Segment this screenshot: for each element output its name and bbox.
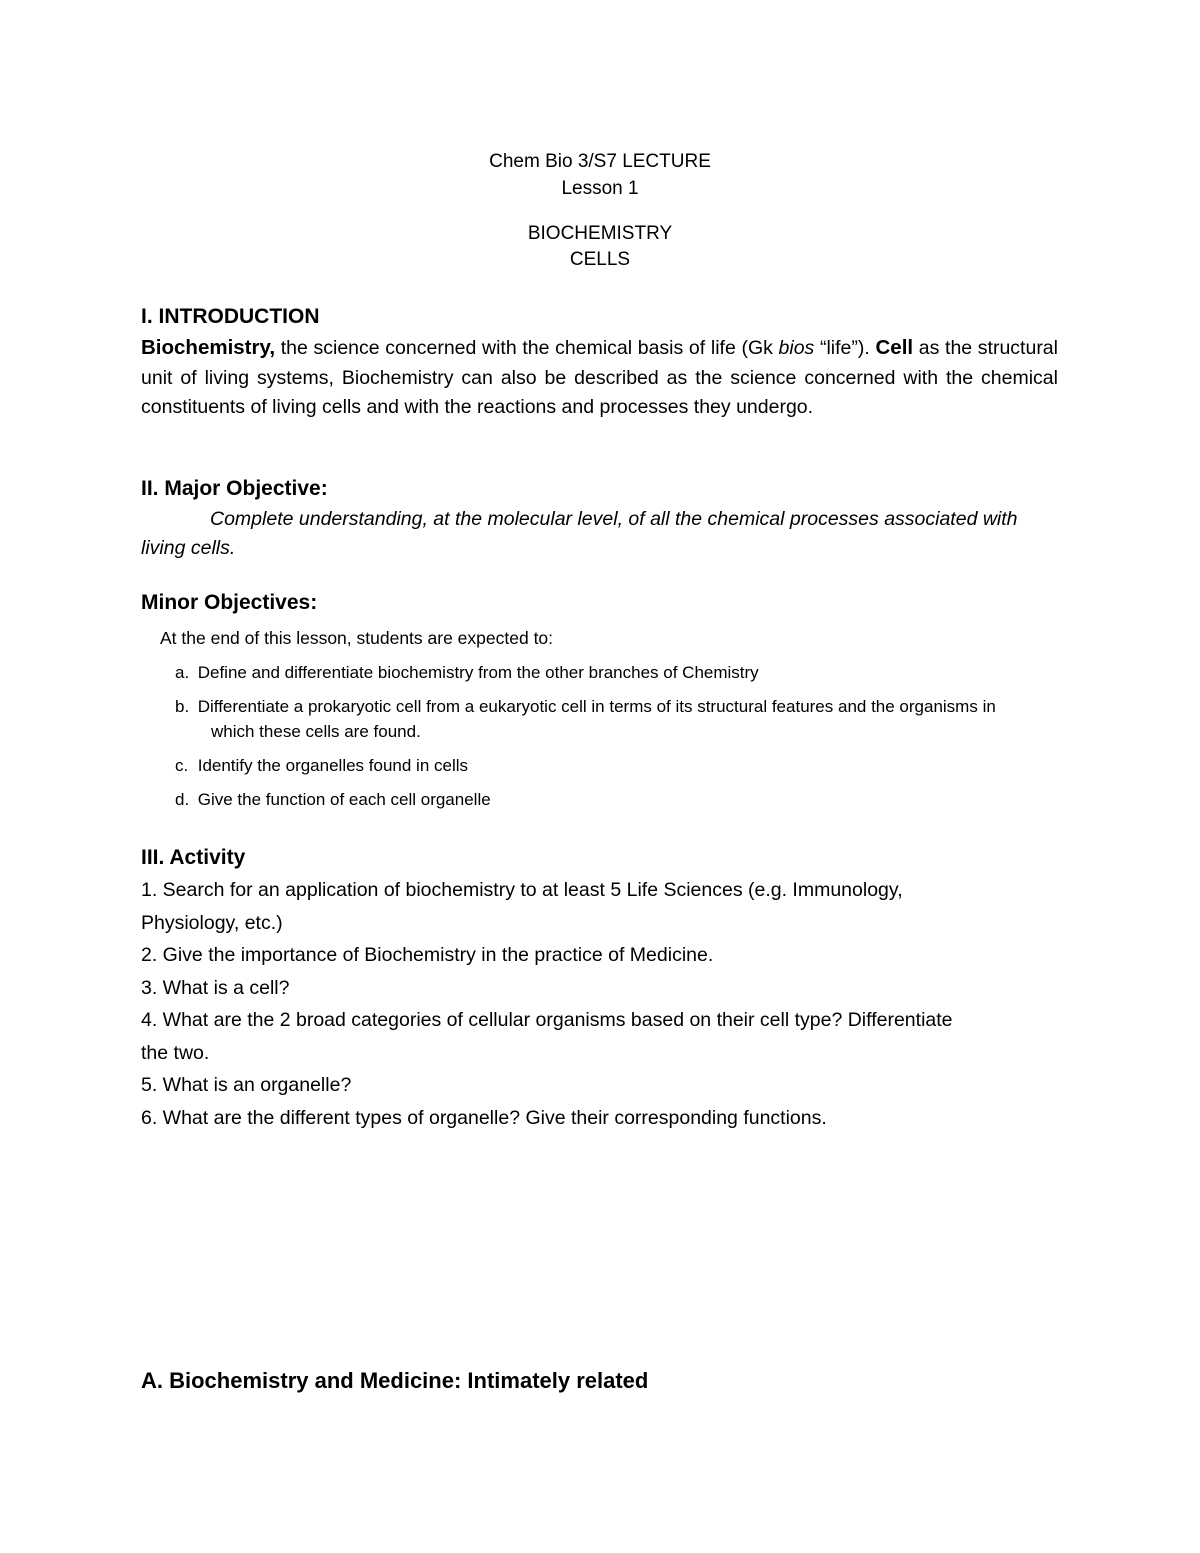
term-biochemistry: Biochemistry, [141,336,276,359]
introduction-paragraph [141,333,1058,423]
activity-line: 5. What is an organelle? [141,1074,352,1096]
activity-line: the two. [141,1041,210,1064]
list-item-text: Identify the organelles found in cells [193,756,469,775]
term-cell: Cell [875,336,914,359]
major-objective-heading: II. Major Objective: [141,477,328,500]
list-item-text: Give the function of each cell organelle [193,790,491,809]
list-item: a. Define and differentiate biochemistry from the other branches of Chemistry [175,663,759,682]
minor-objectives-heading: Minor Objectives: [141,591,318,614]
major-objective-text: Complete understanding, at the molecular level, of all the chemical processes associated with living cells. [141,508,1018,559]
list-item: b. Differentiate a prokaryotic cell from a eukaryotic cell in terms of its structural features and the organisms in which these cells are found. [175,697,996,741]
course-title: Chem Bio 3/S7 LECTURE [489,151,711,172]
list-item: d. Give the function of each cell organelle [175,790,491,809]
activity-line: 4. What are the 2 broad categories of cellular organisms based on their cell type? Differentiate [141,1009,953,1031]
activity-heading: III. Activity [141,846,246,869]
list-item-text: Define and differentiate biochemistry from the other branches of Chemistry [193,663,759,682]
introduction-heading: I. INTRODUCTION [141,305,320,328]
intro-text-3: as the structural unit of living systems, Biochemistry can also be described as the science concerned with the chemical constituents of living cells and with the reactions and processes they undergo. [141,337,1058,418]
lesson-number: Lesson 1 [561,178,639,199]
activity-line: 1. Search for an application of biochemistry to at least 5 Life Sciences (e.g. Immunology, [141,879,903,901]
intro-text-2: “life”). [814,337,876,359]
subtopic-title: CELLS [569,249,631,270]
activity-line: Physiology, etc.) [141,911,283,934]
activity-list [141,874,1058,1134]
term-bios: bios [778,337,815,359]
minor-objectives-lead: At the end of this lesson, students are expected to: [160,628,554,648]
activity-line: 3. What is a cell? [141,976,290,999]
intro-text-1: the science concerned with the chemical basis of life (Gk [275,337,779,359]
section-a-heading: A. Biochemistry and Medicine: Intimately related [141,1368,649,1393]
list-item: c. Identify the organelles found in cells [175,756,469,775]
activity-line: 6. What are the different types of organelle? Give their corresponding functions. [141,1106,827,1129]
topic-title: BIOCHEMISTRY [527,223,673,244]
minor-objectives-list [175,660,1043,821]
list-item-text: Differentiate a prokaryotic cell from a eukaryotic cell in terms of its structural features and the organisms in which these cells are found. [193,697,996,741]
activity-line: 2. Give the importance of Biochemistry in the practice of Medicine. [141,944,714,966]
